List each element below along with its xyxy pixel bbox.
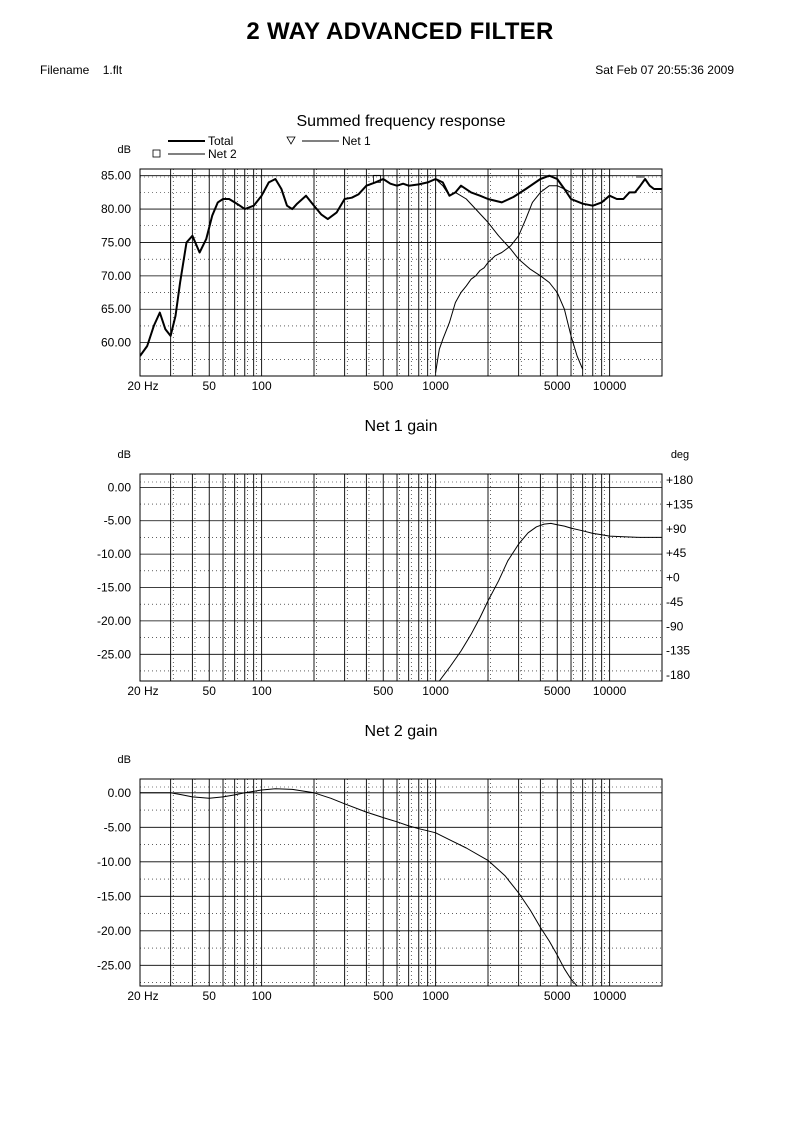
- x-tick-label: 50: [202, 379, 216, 393]
- y-tick-label: 70.00: [100, 268, 131, 283]
- y-tick-label: 0.00: [107, 785, 131, 800]
- plot-area: [140, 176, 662, 373]
- y-tick-label: -5.00: [103, 820, 131, 835]
- y-tick-label: -15.00: [96, 889, 131, 904]
- y-tick-label: -15.00: [96, 580, 131, 595]
- y2-tick-label: +135: [666, 497, 694, 512]
- y-tick-label: -20.00: [96, 613, 131, 628]
- x-tick-label: 10000: [592, 379, 627, 393]
- x-tick-label: 500: [373, 379, 394, 393]
- x-tick-label: 1000: [422, 989, 449, 1003]
- y-tick-label: 65.00: [100, 302, 131, 317]
- y2-tick-label: -180: [666, 668, 691, 682]
- series-line-net-1-gain: [439, 523, 662, 681]
- x-tick-label: 5000: [543, 684, 571, 698]
- filename-label: Filename: [40, 63, 90, 77]
- x-tick-label: 1000: [422, 684, 449, 698]
- x-tick-label: 50: [202, 989, 216, 1003]
- x-tick-label: 100: [251, 684, 272, 698]
- y-tick-label: 80.00: [100, 202, 131, 217]
- y-tick-label: -5.00: [103, 513, 131, 528]
- net2-gain-chart: [97, 723, 662, 1003]
- chart-title: Summed frequency response: [296, 113, 506, 130]
- timestamp: Sat Feb 07 20:55:36 2009: [595, 63, 734, 77]
- y-axis-label: dB: [117, 144, 131, 156]
- legend-square-icon: [153, 150, 160, 157]
- plot-frame: [140, 474, 662, 681]
- x-tick-label: 5000: [543, 379, 571, 393]
- series-line-total: [140, 176, 662, 356]
- y-axis-label: dB: [117, 449, 131, 461]
- x-tick-label: 20 Hz: [127, 379, 159, 393]
- series-line-net-2-gain: [140, 789, 577, 986]
- y-tick-label: 85.00: [100, 168, 131, 183]
- y-axis-label: dB: [117, 754, 131, 766]
- y-tick-label: 60.00: [100, 335, 131, 350]
- y-tick-label: -10.00: [96, 854, 131, 869]
- x-tick-label: 100: [251, 379, 272, 393]
- legend-triangle-icon: [287, 137, 295, 144]
- page-title: 2 WAY ADVANCED FILTER: [246, 18, 554, 45]
- y-tick-label: -10.00: [96, 547, 131, 562]
- plot-area: [439, 523, 662, 681]
- legend-label-net1: Net 1: [342, 134, 371, 148]
- summed-response-chart: [101, 113, 662, 393]
- legend: [153, 134, 371, 161]
- y2-tick-label: -90: [666, 619, 684, 634]
- y2-tick-label: +0: [666, 570, 680, 585]
- y2-tick-label: -45: [666, 594, 684, 609]
- x-tick-label: 20 Hz: [127, 989, 159, 1003]
- y2-tick-label: +90: [666, 521, 687, 536]
- x-tick-label: 500: [373, 989, 394, 1003]
- x-tick-label: 10000: [592, 989, 627, 1003]
- y-tick-label: -20.00: [96, 923, 131, 938]
- y2-axis-label: deg: [670, 449, 690, 461]
- x-tick-label: 1000: [422, 379, 449, 393]
- y-tick-label: -25.00: [96, 647, 131, 662]
- x-tick-label: 500: [373, 684, 394, 698]
- x-tick-label: 100: [251, 989, 272, 1003]
- filename-value: 1.flt: [102, 63, 123, 77]
- plot-frame: [140, 169, 662, 376]
- chart-title: Net 1 gain: [364, 418, 438, 435]
- chart-title: Net 2 gain: [364, 723, 438, 740]
- x-tick-label: 5000: [543, 989, 571, 1003]
- y-tick-label: 75.00: [100, 235, 131, 250]
- y2-tick-label: +45: [666, 546, 687, 561]
- y2-tick-label: -135: [666, 643, 691, 658]
- plot-area: [140, 789, 577, 986]
- legend-label-total: Total: [208, 134, 234, 148]
- x-tick-label: 20 Hz: [127, 684, 159, 698]
- net1-gain-chart: [97, 418, 693, 698]
- x-tick-label: 50: [202, 684, 216, 698]
- series-line-net-2: [436, 179, 583, 369]
- x-tick-label: 10000: [592, 684, 627, 698]
- series-line-net-1: [436, 186, 571, 373]
- y-tick-label: -25.00: [96, 958, 131, 973]
- y2-tick-label: +180: [666, 473, 694, 487]
- y-tick-label: 0.00: [107, 480, 131, 495]
- legend-label-net2: Net 2: [208, 147, 237, 161]
